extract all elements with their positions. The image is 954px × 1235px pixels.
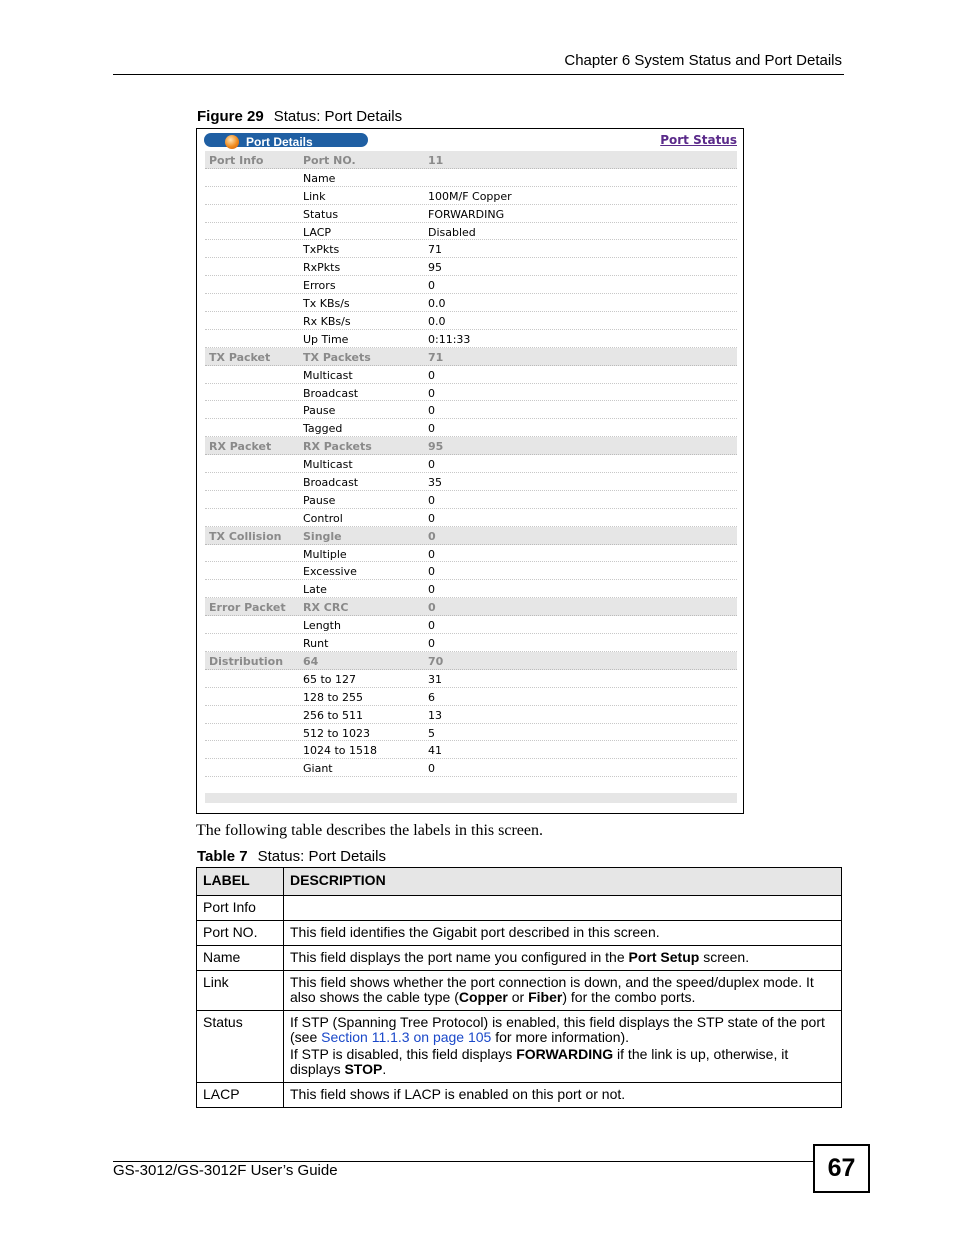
detail-row	[205, 419, 737, 437]
section-header-row	[205, 652, 737, 670]
detail-row	[205, 366, 737, 384]
port-details-screenshot	[196, 128, 744, 814]
detail-row	[205, 616, 737, 634]
field-value: 0	[428, 386, 435, 400]
section-label: Error Packet	[209, 601, 286, 615]
detail-row	[205, 401, 737, 419]
screenshot-footer-bar	[205, 793, 737, 803]
field-label: Link	[303, 189, 326, 203]
row-label: Status	[197, 1011, 284, 1083]
desc-text: .	[382, 1061, 387, 1077]
field-value: 0	[428, 762, 435, 776]
field-label: Port NO.	[303, 154, 356, 167]
field-label: 64	[303, 654, 319, 668]
detail-row	[205, 562, 737, 580]
section-label: Port Info	[209, 154, 264, 167]
field-value: 71	[428, 350, 444, 364]
field-label: LACP	[303, 225, 332, 239]
port-details-tab	[204, 133, 368, 147]
field-label: Late	[303, 583, 327, 597]
field-label: RX Packets	[303, 440, 372, 454]
table-title: Status: Port Details	[257, 848, 386, 865]
desc-text: ) for the combo ports.	[562, 989, 696, 1005]
field-label: Rx KBs/s	[303, 315, 351, 329]
field-label: Multiple	[303, 547, 347, 561]
field-value: 0	[428, 565, 435, 579]
field-label: 512 to 1023	[303, 726, 371, 740]
detail-row	[205, 509, 737, 527]
field-value: 13	[428, 708, 442, 722]
detail-row	[205, 384, 737, 402]
detail-row	[205, 688, 737, 706]
field-label: Errors	[303, 279, 336, 293]
field-value: 0	[428, 619, 435, 633]
description-table	[196, 867, 842, 1108]
desc-text: screen.	[699, 949, 750, 965]
chapter-header: Chapter 6 System Status and Port Details	[564, 52, 842, 69]
field-label: Multicast	[303, 458, 353, 472]
section-header-row	[205, 598, 737, 616]
detail-row	[205, 706, 737, 724]
section-header-row	[205, 437, 737, 455]
field-label: Giant	[303, 762, 333, 776]
field-value: 0	[428, 637, 435, 651]
section-header-row	[205, 527, 737, 545]
desc-text: or	[507, 989, 529, 1005]
detail-row	[205, 258, 737, 276]
row-label: Name	[197, 946, 284, 971]
field-label: 65 to 127	[303, 672, 357, 686]
field-value: 70	[428, 654, 444, 668]
section-link[interactable]: Section 11.1.3 on page 105	[321, 1029, 492, 1045]
section-label: RX Packet	[209, 440, 272, 454]
field-label: Length	[303, 619, 341, 633]
field-value: 0	[428, 547, 435, 561]
field-value: 35	[428, 476, 442, 490]
detail-row	[205, 312, 737, 330]
detail-row	[205, 759, 737, 777]
row-description: This field identifies the Gigabit port described in this screen.	[284, 921, 842, 946]
field-label: Single	[303, 529, 342, 543]
field-value: 41	[428, 744, 442, 758]
desc-text: If STP (Spanning Tree Protocol) is enabled, this field displays the STP state of the port (see	[290, 1014, 825, 1045]
field-value: 0	[428, 529, 436, 543]
field-value: 0	[428, 368, 435, 382]
detail-row	[205, 545, 737, 563]
table-label: Table 7	[197, 848, 248, 865]
field-label: TxPkts	[303, 243, 340, 257]
table-header-row	[197, 868, 842, 896]
field-value: 6	[428, 690, 435, 704]
header-rule	[113, 74, 844, 75]
desc-text: This field shows whether the port connection is down, and the speed/duplex mode. It also shows the cable type (	[290, 974, 814, 1005]
field-value: 0.0	[428, 315, 446, 329]
field-value: 0	[428, 601, 436, 615]
field-value: 0	[428, 279, 435, 293]
field-label: 256 to 511	[303, 708, 364, 722]
field-label: RX CRC	[303, 601, 349, 615]
figure-caption	[197, 108, 402, 125]
field-label: Pause	[303, 493, 336, 507]
table-row	[197, 1083, 842, 1108]
port-details-tab-label: Port Details	[246, 135, 313, 149]
section-label: TX Packet	[209, 350, 271, 364]
detail-row	[205, 294, 737, 312]
field-value: 71	[428, 243, 442, 257]
intro-text: The following table describes the labels in this screen.	[196, 822, 544, 839]
field-value: 95	[428, 261, 442, 275]
detail-row	[205, 634, 737, 652]
table-row	[197, 896, 842, 921]
description-column-header: DESCRIPTION	[284, 868, 842, 896]
desc-text: If STP is disabled, this field displays	[290, 1046, 517, 1062]
table-caption	[197, 848, 386, 865]
field-value: 11	[428, 154, 444, 167]
detail-row	[205, 455, 737, 473]
field-label: Multicast	[303, 368, 353, 382]
field-value: 0	[428, 511, 435, 525]
row-label: Port NO.	[197, 921, 284, 946]
field-label: Status	[303, 207, 339, 221]
figure-title: Status: Port Details	[273, 108, 403, 125]
field-label: Pause	[303, 404, 336, 418]
detail-row	[205, 187, 737, 205]
field-label: Excessive	[303, 565, 357, 579]
table-row	[197, 1011, 842, 1083]
field-value: 0	[428, 583, 435, 597]
desc-paragraph	[290, 1015, 835, 1045]
row-label: Link	[197, 971, 284, 1011]
field-value: 100M/F Copper	[428, 189, 512, 203]
field-value: 95	[428, 440, 444, 454]
field-value: 0.0	[428, 297, 446, 311]
field-value: 0:11:33	[428, 332, 471, 346]
desc-bold: Fiber	[528, 989, 563, 1005]
detail-row	[205, 169, 737, 187]
detail-row	[205, 724, 737, 742]
guide-title: GS-3012/GS-3012F User’s Guide	[113, 1162, 338, 1179]
row-label: LACP	[197, 1083, 284, 1108]
detail-row	[205, 580, 737, 598]
table-row	[197, 946, 842, 971]
page-number: 67	[813, 1144, 870, 1193]
field-value: 0	[428, 458, 435, 472]
section-header-row	[205, 151, 737, 169]
desc-bold: FORWARDING	[516, 1046, 614, 1062]
field-value: 0	[428, 493, 435, 507]
port-details-list	[205, 151, 737, 777]
field-value: 31	[428, 672, 442, 686]
field-label: Broadcast	[303, 476, 359, 490]
table-row	[197, 971, 842, 1011]
section-header-row	[205, 348, 737, 366]
row-label: Port Info	[197, 896, 284, 921]
desc-text: for more information).	[491, 1029, 630, 1045]
detail-row	[205, 741, 737, 759]
orb-icon	[225, 135, 239, 149]
field-label: Control	[303, 511, 343, 525]
section-label: Distribution	[209, 654, 284, 668]
field-label: 128 to 255	[303, 690, 364, 704]
row-description: This field shows if LACP is enabled on this port or not.	[284, 1083, 842, 1108]
field-label: 1024 to 1518	[303, 744, 378, 758]
field-label: TX Packets	[303, 350, 371, 364]
table-row	[197, 921, 842, 946]
detail-row	[205, 205, 737, 223]
detail-row	[205, 240, 737, 258]
row-description	[284, 896, 842, 921]
row-description	[284, 1011, 842, 1083]
desc-bold: STOP	[344, 1061, 383, 1077]
field-value: Disabled	[428, 225, 476, 239]
desc-paragraph	[290, 1047, 835, 1077]
detail-row	[205, 473, 737, 491]
field-label: RxPkts	[303, 261, 341, 275]
detail-row	[205, 491, 737, 509]
field-label: Name	[303, 171, 336, 185]
desc-text: if the link is up, otherwise, it displays	[290, 1046, 789, 1077]
field-value: 0	[428, 404, 435, 418]
field-label: Runt	[303, 637, 329, 651]
section-label: TX Collision	[209, 529, 282, 543]
field-value: FORWARDING	[428, 207, 505, 221]
port-status-link[interactable]: Port Status	[660, 133, 737, 147]
figure-label: Figure 29	[197, 108, 264, 125]
detail-row	[205, 670, 737, 688]
field-label: Broadcast	[303, 386, 359, 400]
field-value: 5	[428, 726, 435, 740]
field-label: Tx KBs/s	[303, 297, 350, 311]
detail-row	[205, 330, 737, 348]
desc-text: This field displays the port name you configured in the	[290, 949, 629, 965]
detail-row	[205, 223, 737, 241]
field-label: Tagged	[303, 422, 343, 436]
desc-bold: Port Setup	[628, 949, 700, 965]
field-label: Up Time	[303, 332, 349, 346]
detail-row	[205, 276, 737, 294]
label-column-header: LABEL	[197, 868, 284, 896]
field-value: 0	[428, 422, 435, 436]
row-description	[284, 946, 842, 971]
row-description	[284, 971, 842, 1011]
desc-bold: Copper	[458, 989, 508, 1005]
